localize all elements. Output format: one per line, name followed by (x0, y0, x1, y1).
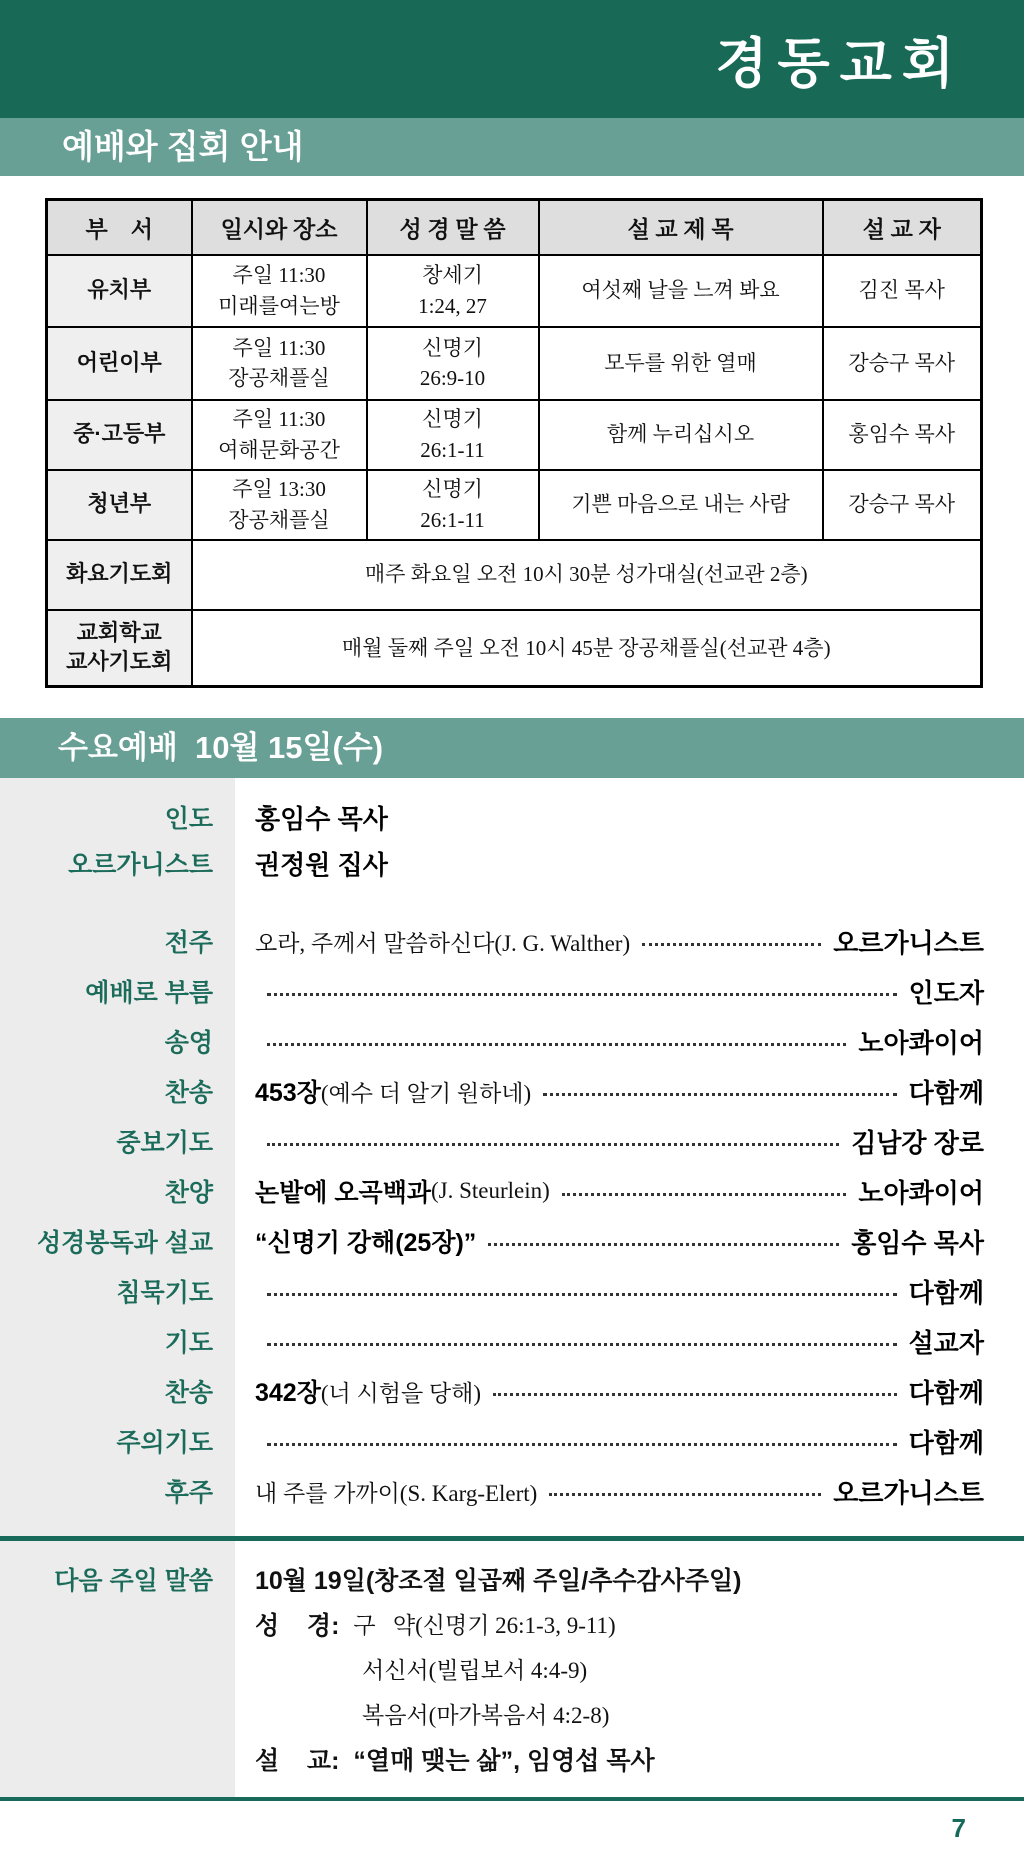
notice-cell: 매월 둘째 주일 오전 10시 45분 장공채플실(선교관 4층) (192, 610, 982, 687)
next-week-row (0, 1601, 1024, 1646)
next-week-content (235, 1652, 587, 1685)
sermon-title-cell: 모두를 위한 열매 (539, 327, 823, 400)
dotted-leader (488, 1243, 839, 1246)
section-title-worship-guide: 예배와 집회 안내 (0, 118, 1024, 176)
next-week-content (235, 1741, 655, 1777)
worship-label: 성경봉독과 설교 (37, 1229, 213, 1257)
table-row (47, 255, 982, 327)
worship-label: 송영 (164, 1029, 213, 1057)
worship-performer: 다함께 (908, 1377, 984, 1408)
worship-label: 전주 (164, 929, 213, 957)
worship-item-strong: 342장 (255, 1379, 321, 1407)
table-row (47, 327, 982, 400)
worship-body (235, 1473, 1024, 1510)
worship-row (0, 1416, 1024, 1466)
worship-row (0, 966, 1024, 1016)
worship-performer: 오르가니스트 (833, 927, 984, 958)
col-header-preacher: 설 교 자 (823, 200, 982, 255)
worship-performer: 인도자 (908, 977, 984, 1008)
worship-label: 중보기도 (116, 1129, 213, 1157)
worship-body (235, 1273, 1024, 1310)
church-logo: 경동교회 (715, 30, 964, 95)
scripture-book: 창세기 (422, 263, 483, 288)
place-line: 미래를여는방 (218, 293, 340, 318)
spacer (0, 886, 1024, 916)
scripture-book: 신명기 (422, 335, 483, 360)
dotted-leader (642, 943, 821, 946)
worship-body (235, 1373, 1024, 1410)
worship-label: 인도 (164, 805, 213, 833)
scripture-line: 복음서(마가복음서 4:2-8) (362, 1703, 610, 1728)
worship-item: 내 주를 가까이(S. Karg-Elert) (255, 1480, 538, 1506)
sermon-label: 설 교: (255, 1746, 340, 1775)
scripture-cell (367, 400, 539, 470)
worship-row (0, 1466, 1024, 1516)
next-week-content (235, 1697, 609, 1730)
dept-cell: 어린이부 (47, 327, 192, 400)
worship-row (0, 1166, 1024, 1216)
dept-line: 교회학교 (76, 620, 162, 646)
col-header-time-place: 일시와 장소 (192, 200, 367, 255)
sermon-value: “열매 맺는 삶”, 임영섭 목사 (353, 1746, 655, 1775)
worship-row (0, 916, 1024, 966)
section-title-wednesday-worship: 수요예배 10월 15일(수) (0, 718, 1024, 778)
worship-performer: 다함께 (908, 1077, 984, 1108)
worship-row (0, 1366, 1024, 1416)
table-row (47, 470, 982, 540)
footer (0, 1813, 1024, 1844)
worship-label: 기도 (164, 1329, 213, 1357)
scripture-line: 서신서(빌립보서 4:4-9) (362, 1658, 588, 1683)
worship-item: (예수 더 알기 원하네) (320, 1080, 532, 1106)
worship-item-strong: “신명기 강해(25장)” (255, 1229, 477, 1257)
top-header-band (0, 0, 1024, 118)
dotted-leader (549, 1493, 821, 1496)
page-number: 7 (951, 1813, 966, 1843)
worship-performer: 다함께 (908, 1277, 984, 1308)
worship-body (235, 1073, 1024, 1110)
dotted-leader (493, 1393, 897, 1396)
sermon-title-cell: 여섯째 날을 느껴 봐요 (539, 255, 823, 327)
next-week-row (0, 1736, 1024, 1781)
next-week-row (0, 1556, 1024, 1601)
scripture-book: 신명기 (422, 477, 483, 502)
scripture-label: 성 경: (255, 1611, 340, 1640)
schedule-table (45, 198, 983, 688)
dept-cell: 청년부 (47, 470, 192, 540)
table-row (47, 400, 982, 470)
worship-label: 오르가니스트 (68, 851, 213, 879)
table-row-notice (47, 540, 982, 610)
worship-label: 찬송 (164, 1079, 213, 1107)
place-line: 여해문화공간 (218, 437, 340, 462)
preacher-cell: 강승구 목사 (823, 327, 982, 400)
notice-cell: 매주 화요일 오전 10시 30분 성가대실(선교관 2층) (192, 540, 982, 610)
preacher-cell: 홍임수 목사 (823, 400, 982, 470)
worship-row (0, 794, 1024, 840)
col-header-scripture: 성 경 말 씀 (367, 200, 539, 255)
sermon-title-cell: 함께 누리십시오 (539, 400, 823, 470)
next-week-row (0, 1646, 1024, 1691)
worship-label: 주의기도 (116, 1429, 213, 1457)
worship-body (235, 1123, 1024, 1160)
next-week-content (235, 1606, 616, 1642)
worship-label: 찬송 (164, 1379, 213, 1407)
worship-body (235, 845, 1024, 882)
worship-label: 예배로 부름 (85, 979, 213, 1007)
worship-body (235, 799, 1024, 836)
preacher-cell: 김진 목사 (823, 255, 982, 327)
table-row-notice (47, 610, 982, 687)
col-header-dept: 부 서 (47, 200, 192, 255)
dept-cell (47, 610, 192, 687)
worship-order-section (0, 778, 1024, 1536)
next-week-label: 다음 주일 말씀 (54, 1566, 213, 1595)
dept-line: 교사기도회 (66, 648, 173, 674)
scripture-verse: 26:1-11 (420, 437, 485, 462)
worship-item: (J. Steurlein) (431, 1178, 550, 1203)
worship-item: 오라, 주께서 말씀하신다(J. G. Walther) (255, 930, 631, 956)
scripture-cell (367, 327, 539, 400)
sermon-title-cell: 기쁜 마음으로 내는 사람 (539, 470, 823, 540)
worship-person: 홍임수 목사 (255, 803, 388, 834)
worship-row (0, 1066, 1024, 1116)
dotted-leader (267, 1143, 839, 1146)
next-week-section (0, 1541, 1024, 1797)
worship-body (235, 1223, 1024, 1260)
worship-row (0, 1216, 1024, 1266)
worship-body (235, 1023, 1024, 1060)
place-line: 장공채플실 (228, 366, 330, 390)
dotted-leader (543, 1093, 896, 1096)
worship-row (0, 840, 1024, 886)
scripture-verse: 26:9-10 (419, 366, 486, 390)
worship-body (235, 1323, 1024, 1360)
scripture-verse: 1:24, 27 (418, 293, 487, 318)
table-header-row (47, 200, 982, 255)
worship-body (235, 1423, 1024, 1460)
worship-label: 찬양 (164, 1179, 213, 1207)
time-line: 주일 11:30 (232, 407, 326, 432)
worship-row (0, 1316, 1024, 1366)
worship-label: 후주 (164, 1479, 213, 1507)
scripture-cell (367, 255, 539, 327)
worship-item-strong: 453장 (255, 1079, 321, 1107)
time-line: 주일 13:30 (232, 477, 326, 502)
dotted-leader (267, 1043, 846, 1046)
schedule-table-wrap (45, 198, 980, 688)
dotted-leader (267, 1343, 897, 1346)
dotted-leader (267, 1443, 897, 1446)
worship-body (235, 923, 1024, 960)
green-bottom-rule (0, 1797, 1024, 1801)
preacher-cell: 강승구 목사 (823, 470, 982, 540)
dept-cell: 화요기도회 (47, 540, 192, 610)
worship-performer: 홍임수 목사 (851, 1227, 984, 1258)
worship-performer: 설교자 (908, 1327, 984, 1358)
worship-performer: 오르가니스트 (833, 1477, 984, 1508)
scripture-cell (367, 470, 539, 540)
scripture-line: 구 약(신명기 26:1-3, 9-11) (353, 1613, 616, 1638)
worship-person: 권정원 집사 (255, 849, 388, 880)
worship-body (235, 1173, 1024, 1210)
worship-row (0, 1016, 1024, 1066)
col-header-sermon-title: 설 교 제 목 (539, 200, 823, 255)
dept-cell: 유치부 (47, 255, 192, 327)
worship-performer: 노아콰이어 (858, 1027, 984, 1058)
time-place-cell (192, 400, 367, 470)
time-place-cell (192, 255, 367, 327)
worship-body (235, 973, 1024, 1010)
next-week-row (0, 1691, 1024, 1736)
dotted-leader (267, 993, 897, 996)
worship-performer: 노아콰이어 (858, 1177, 984, 1208)
worship-performer: 다함께 (908, 1427, 984, 1458)
place-line: 장공채플실 (228, 507, 330, 532)
scripture-book: 신명기 (422, 407, 483, 432)
worship-row (0, 1116, 1024, 1166)
dotted-leader (562, 1193, 847, 1196)
next-week-title: 10월 19일(창조절 일곱째 주일/추수감사주일) (255, 1566, 742, 1595)
time-line: 주일 11:30 (232, 263, 326, 288)
spacer (0, 176, 1024, 198)
scripture-verse: 26:1-11 (420, 507, 485, 532)
worship-performer: 김남강 장로 (851, 1127, 984, 1158)
dotted-leader (267, 1293, 897, 1296)
dept-cell: 중·고등부 (47, 400, 192, 470)
next-week-content (235, 1561, 741, 1597)
worship-label: 침묵기도 (116, 1279, 213, 1307)
worship-item: (너 시험을 당해) (320, 1380, 482, 1406)
time-place-cell (192, 470, 367, 540)
worship-row (0, 1266, 1024, 1316)
worship-item-strong: 논밭에 오곡백과 (255, 1179, 431, 1207)
time-place-cell (192, 327, 367, 400)
time-line: 주일 11:30 (232, 335, 326, 360)
